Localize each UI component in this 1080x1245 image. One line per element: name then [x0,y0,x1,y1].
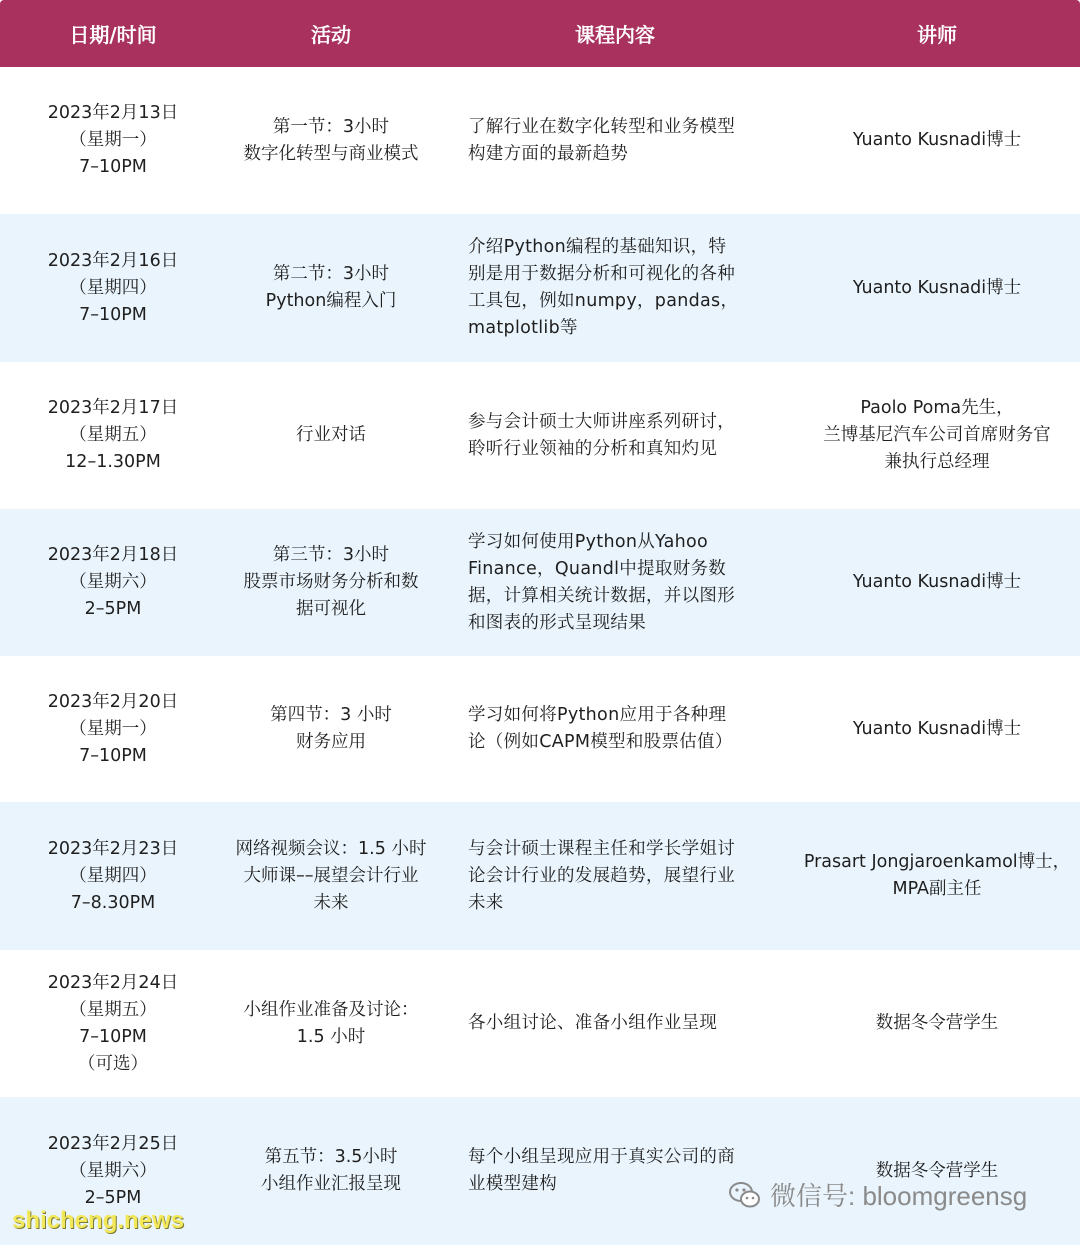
row-lecturer: Yuanto Kusnadi博士 [852,277,1022,298]
table-row [0,656,1080,802]
row-date: 2023年2月23日 （星期四） 7–8.30PM [47,838,179,913]
row-date: 2023年2月13日 （星期一） 7–10PM [47,103,179,177]
row-content: 介绍Python编程的基础知识，特 别是用于数据分析和可视化的各种 工具包，例如numpy，pandas， matplotlib等 [468,237,739,338]
row-content: 学习如何将Python应用于各种理 论（例如CAPM模型和股票估值） [468,705,733,752]
row-date: 2023年2月20日 （星期一） 7–10PM [47,691,179,766]
header-content: 课程内容 [575,23,655,47]
row-activity: 第四节：3 小时 财务应用 [270,705,392,752]
table-row [0,67,1080,214]
wechat-watermark [728,1176,1027,1213]
header-date: 日期/时间 [69,23,157,47]
row-content: 参与会计硕士大师讲座系列研讨， 聆听行业领袖的分析和真知灼见 [468,411,735,459]
header-lecturer: 讲师 [917,23,957,47]
table-row [0,214,1080,362]
table-row [0,509,1080,656]
row-lecturer: Paolo Poma先生， 兰博基尼汽车公司首席财务官 兼执行总经理 [823,398,1051,472]
row-content: 学习如何使用Python从Yahoo Finance，Quandl中提取财务数 据，计算相关统计数据，并以图形 和图表的形式呈现结果 [468,531,735,633]
table-header [0,0,1080,67]
row-date: 2023年2月18日 （星期六） 2–5PM [47,545,179,619]
row-date: 2023年2月25日 （星期六） 2–5PM [47,1133,179,1208]
row-content: 每个小组呈现应用于真实公司的商 业模型建构 [468,1147,735,1194]
row-activity: 第二节：3小时 Python编程入门 [265,264,397,311]
row-lecturer: Yuanto Kusnadi博士 [852,572,1022,592]
row-lecturer: Yuanto Kusnadi博士 [852,718,1022,739]
row-content: 与会计硕士课程主任和学长学姐讨 论会计行业的发展趋势，展望行业 未来 [468,838,735,913]
row-activity: 网络视频会议：1.5 小时 大师课––展望会计行业 未来 [235,838,427,913]
wechat-icon [728,1180,762,1210]
row-lecturer: 数据冬令营学生 [875,1013,999,1033]
row-date: 2023年2月17日 （星期五） 12–1.30PM [47,398,179,472]
table-row [0,802,1080,950]
wechat-id-text: 微信号: bloomgreensg [770,1181,1028,1211]
table-row [0,950,1080,1097]
row-activity: 第五节：3.5小时 小组作业汇报呈现 [261,1147,401,1194]
row-activity: 第一节：3小时 数字化转型与商业模式 [243,116,419,164]
row-lecturer: Prasart Jongjaroenkamol博士， MPA副主任 [803,852,1071,899]
row-date: 2023年2月16日 （星期四） 7–10PM [47,250,179,325]
row-lecturer: Yuanto Kusnadi博士 [852,130,1022,150]
row-content: 了解行业在数字化转型和业务模型 构建方面的最新趋势 [468,116,735,164]
row-activity: 第三节：3小时 股票市场财务分析和数 据可视化 [243,545,419,619]
header-activity: 活动 [311,23,351,47]
row-date: 2023年2月24日 （星期五） 7–10PM （可选） [47,972,179,1074]
row-lecturer: 数据冬令营学生 [875,1160,999,1181]
site-watermark: shicheng.news [12,1207,185,1234]
row-activity: 行业对话 [296,425,366,445]
row-content: 各小组讨论、准备小组作业呈现 [468,1013,718,1033]
row-activity: 小组作业准备及讨论： 1.5 小时 [243,999,419,1047]
table-row [0,362,1080,509]
